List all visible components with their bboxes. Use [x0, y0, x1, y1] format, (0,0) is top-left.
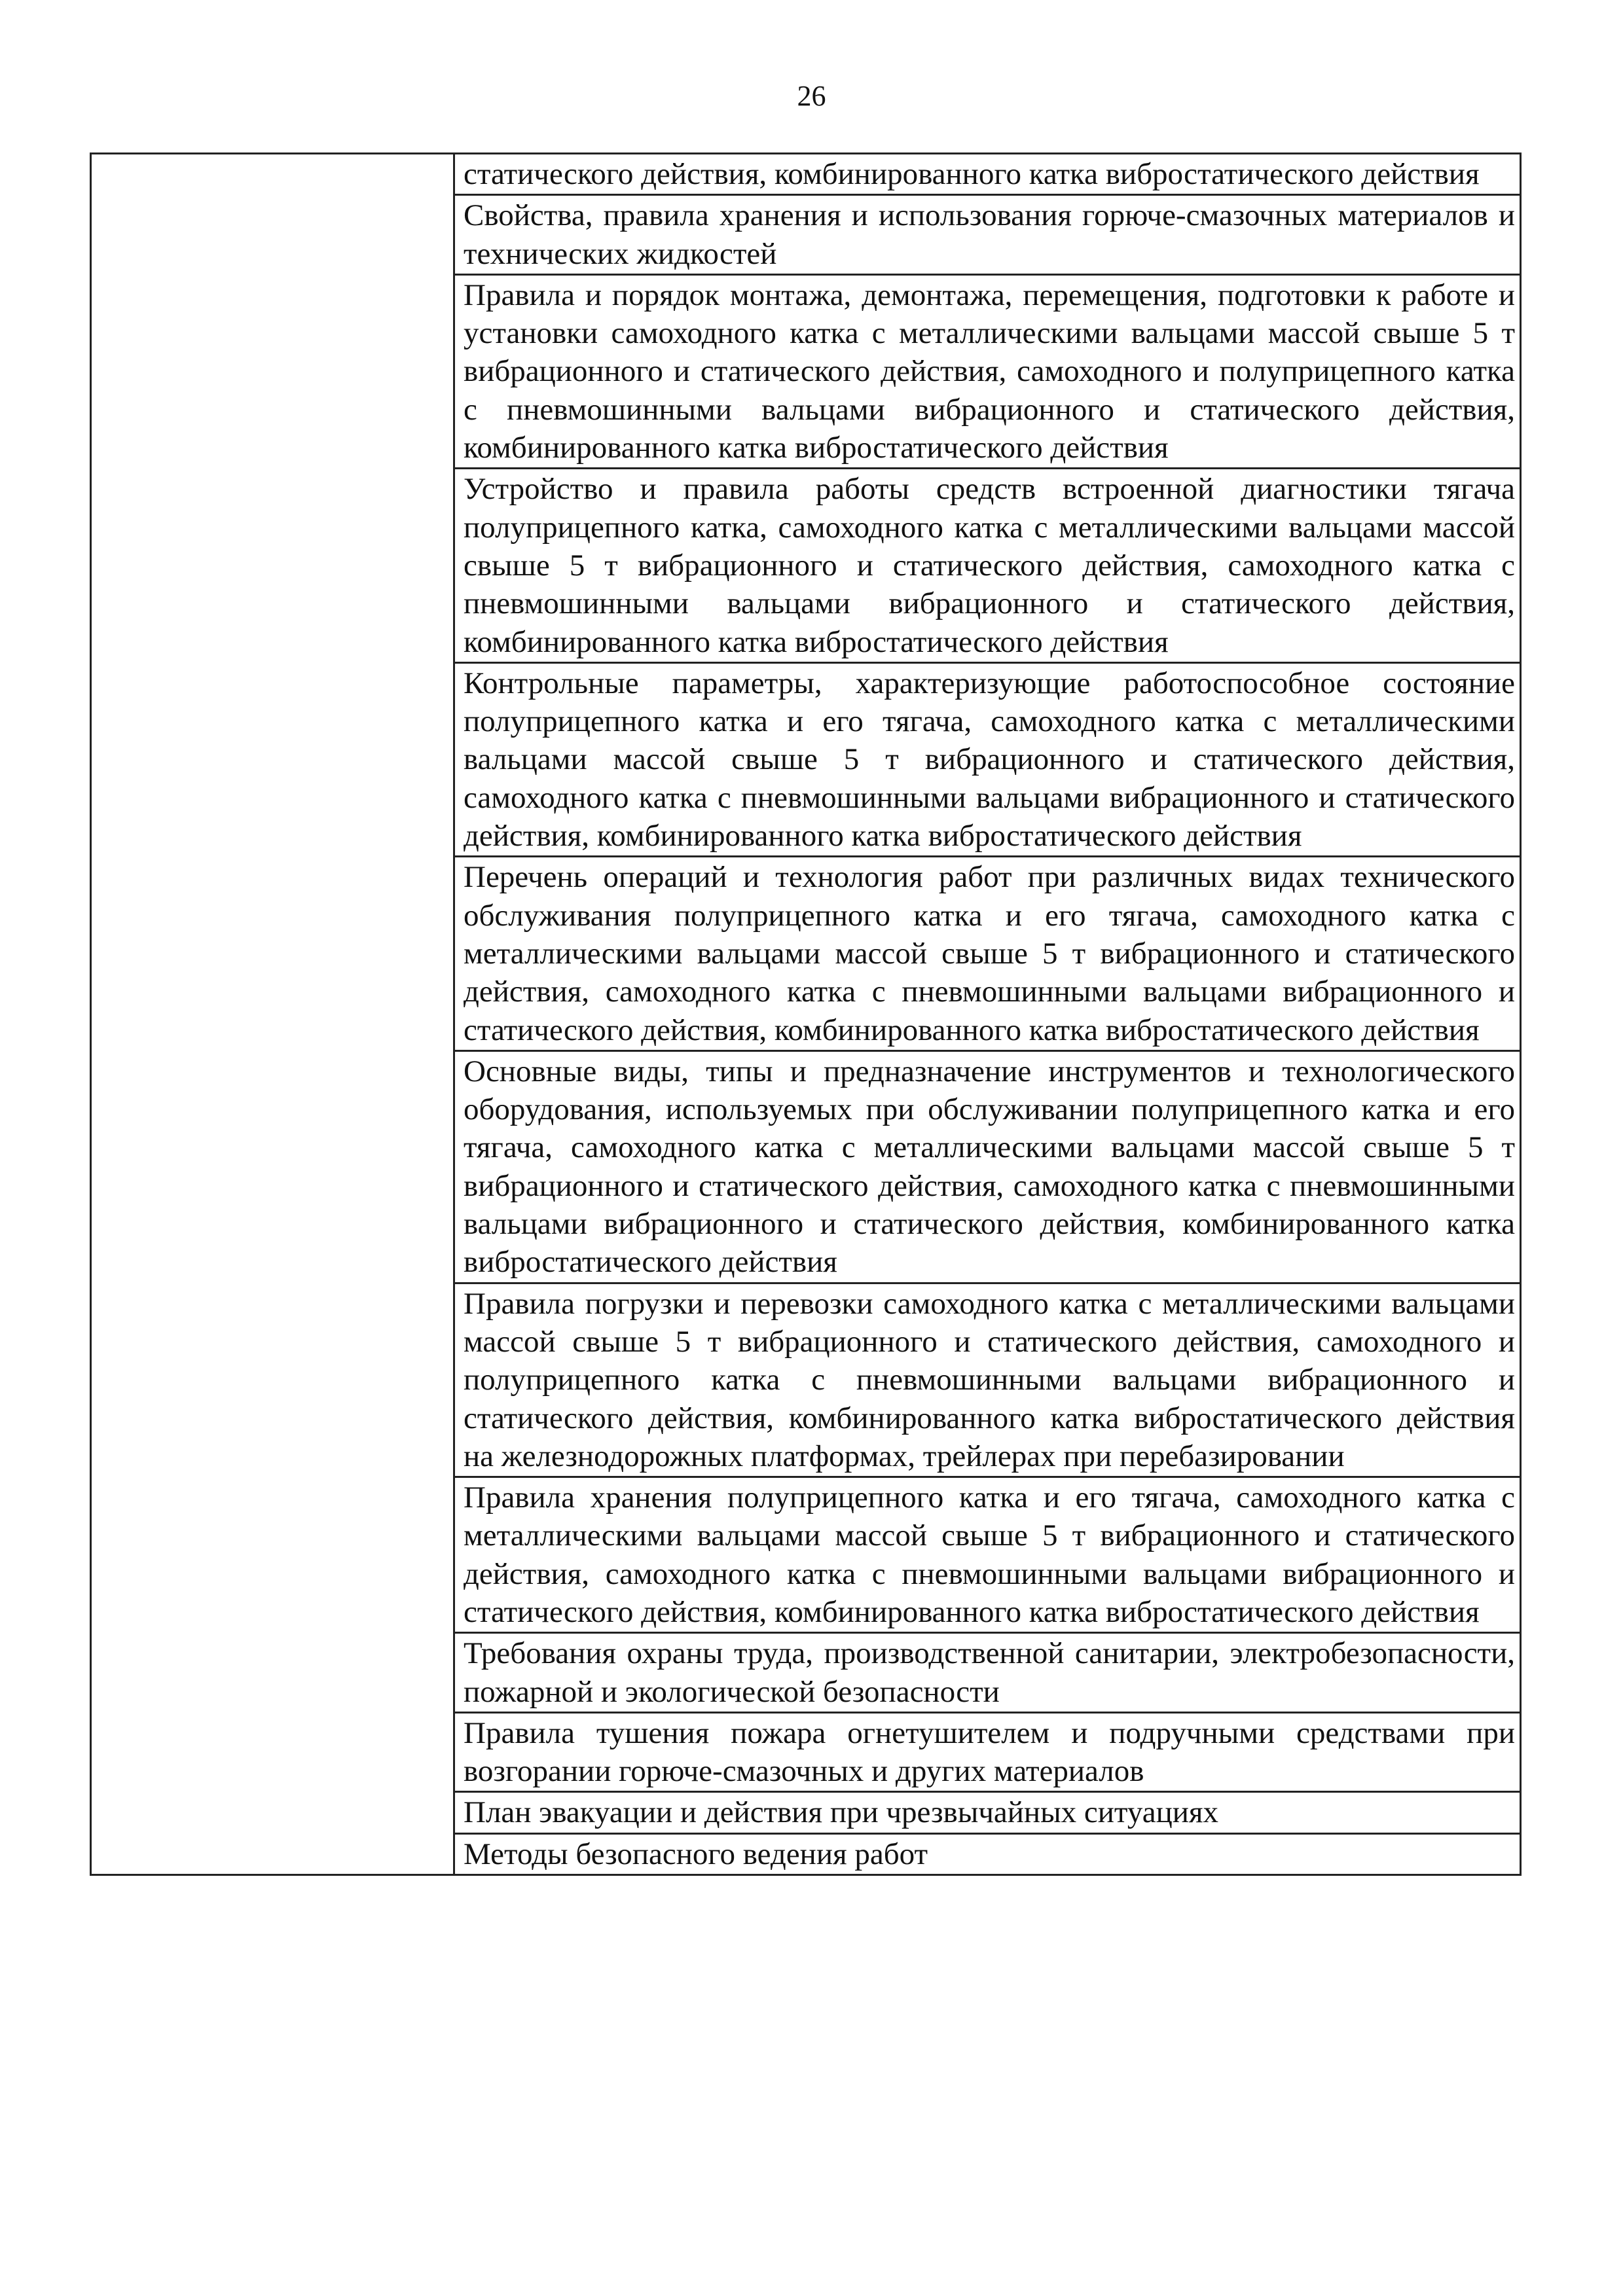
table-cell	[454, 1283, 1521, 1477]
requirements-table	[90, 152, 1522, 1876]
cell-text: Устройство и правила работы средств встроенной диагностики тягача полуприцепного катка, самоходного катка с металлическими вальцами массой свыше 5 т вибрационного и статического действия, самоходного катка с пневмошинными вальцами вибрационного и статического действия, комбинированного катка вибростатического действия	[464, 472, 1515, 659]
table-cell	[454, 1712, 1521, 1792]
cell-text: Правила погрузки и перевозки самоходного катка с металлическими вальцами массой свыше 5 т вибрационного и статического действия, самоходного и полуприцепного катка с пневмошинными вальцами вибрационного и статического действия, комбинированного катка вибростатического действия на железнодорожных платформах, трейлерах при перебазировании	[464, 1286, 1515, 1473]
cell-text: Требования охраны труда, производственной санитарии, электробезопасности, пожарной и экологической безопасности	[464, 1636, 1515, 1709]
cell-text: Перечень операций и технология работ при различных видах технического обслуживания полуприцепного катка и его тягача, самоходного катка с металлическими вальцами массой свыше 5 т вибрационного и статического действия, самоходного катка с пневмошинными вальцами вибрационного и статического действия, комбинированного катка вибростатического действия	[464, 860, 1515, 1047]
table-cell	[454, 1792, 1521, 1833]
page-number: 26	[797, 80, 826, 112]
cell-text: Методы безопасного ведения работ	[464, 1837, 928, 1871]
table-cell	[454, 195, 1521, 275]
table-cell	[454, 274, 1521, 468]
table-cell	[454, 857, 1521, 1050]
table-row	[91, 154, 1521, 195]
table-cell	[454, 662, 1521, 856]
cell-text: Правила хранения полуприцепного катка и его тягача, самоходного катка с металлическими вальцами массой свыше 5 т вибрационного и статического действия, самоходного катка с пневмошинными вальцами вибрационного и статического действия, комбинированного катка вибростатического действия	[464, 1480, 1515, 1629]
cell-text: Основные виды, типы и предназначение инструментов и технологического оборудования, используемых при обслуживании полуприцепного катка и его тягача, самоходного катка с металлическими вальцами массой свыше 5 т вибрационного и статического действия, самоходного катка с пневмошинными вальцами вибрационного и статического действия, комбинированного катка вибростатического действия	[464, 1054, 1515, 1280]
table-cell	[454, 1477, 1521, 1633]
cell-text: План эвакуации и действия при чрезвычайных ситуациях	[464, 1795, 1219, 1830]
table-cell	[454, 1833, 1521, 1874]
table-cell	[454, 1050, 1521, 1283]
cell-text: Свойства, правила хранения и использования горюче-смазочных материалов и технических жидкостей	[464, 198, 1515, 271]
cell-text: статического действия, комбинированного катка вибростатического действия	[464, 157, 1480, 191]
left-column-cell	[91, 154, 454, 1875]
cell-text: Контрольные параметры, характеризующие работоспособное состояние полуприцепного катка и его тягача, самоходного катка с металлическими вальцами массой свыше 5 т вибрационного и статического действия, самоходного катка с пневмошинными вальцами вибрационного и статического действия, комбинированного катка вибростатического действия	[464, 666, 1515, 853]
table-cell	[454, 1633, 1521, 1713]
table-cell	[454, 154, 1521, 195]
cell-text: Правила и порядок монтажа, демонтажа, перемещения, подготовки к работе и установки самоходного катка с металлическими вальцами массой свыше 5 т вибрационного и статического действия, самоходного и полуприцепного катка с пневмошинными вальцами вибрационного и статического действия, комбинированного катка вибростатического действия	[464, 278, 1515, 465]
cell-text: Правила тушения пожара огнетушителем и подручными средствами при возгорании горюче-смазочных и других материалов	[464, 1715, 1515, 1789]
table-cell	[454, 469, 1521, 662]
